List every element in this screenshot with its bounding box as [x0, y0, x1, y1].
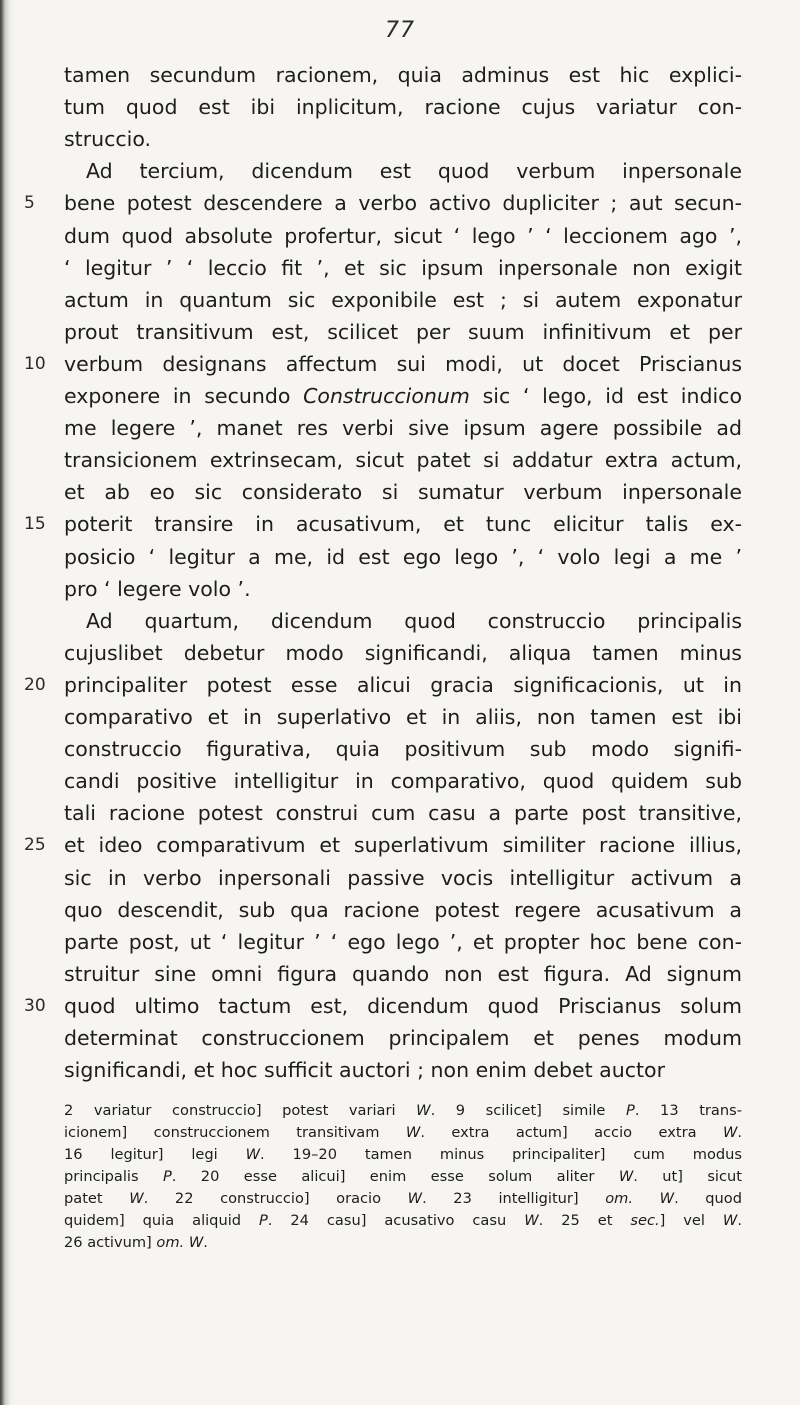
text-line: struccio.	[64, 127, 152, 151]
footnote-line: patet W. 22 construccio] oracio W. 23 intelligitur] om. W. quod	[64, 1190, 743, 1207]
text-line: actum in quantum sic exponibile est ; si autem exponatur	[64, 288, 742, 312]
line-number	[24, 60, 62, 90]
text-line: sic in verbo inpersonali passive vocis intelligitur activum a	[64, 866, 742, 890]
line-number: 10	[24, 354, 46, 374]
line-number	[24, 477, 62, 507]
line-number: 5	[24, 193, 35, 213]
line-number	[24, 766, 62, 796]
line-number	[24, 702, 62, 732]
line-number	[24, 863, 62, 893]
line-number	[24, 1023, 62, 1053]
text-line: Ad tercium, dicendum est quod verbum inpersonale	[86, 159, 742, 183]
text-line: ‘ legitur ’ ‘ leccio fit ’, et sic ipsum inpersonale non exigit	[64, 256, 742, 280]
line-number	[24, 124, 62, 154]
line-number	[24, 381, 62, 411]
footnotes	[64, 1100, 742, 1254]
line-number	[24, 542, 62, 572]
footnote-line: 16 legitur] legi W. 19–20 tamen minus principaliter] cum modus	[64, 1146, 742, 1163]
line-number	[24, 959, 62, 989]
line-number: 20	[24, 675, 46, 695]
text-line: posicio ‘ legitur a me, id est ego lego ’, ‘ volo legi a me ’	[64, 545, 742, 569]
text-line: quo descendit, sub qua racione potest regere acusativum a	[64, 898, 742, 922]
line-number: 30	[24, 996, 46, 1016]
text-line: verbum designans affectum sui modi, ut docet Priscianus	[64, 352, 742, 376]
line-number: 15	[24, 514, 46, 534]
line-number: 25	[24, 835, 46, 855]
text-line: construccio figurativa, quia positivum sub modo signifi-	[64, 737, 742, 761]
line-number	[24, 798, 62, 828]
text-line: candi positive intelligitur in comparativo, quod quidem sub	[64, 769, 742, 793]
text-line: tamen secundum racionem, quia adminus est hic explici-	[64, 63, 742, 87]
line-number	[24, 1055, 62, 1085]
text-line: transicionem extrinsecam, sicut patet si addatur extra actum,	[64, 448, 742, 472]
text-line: cujuslibet debetur modo significandi, aliqua tamen minus	[64, 641, 742, 665]
text-line: me legere ’, manet res verbi sive ipsum agere possibile ad	[64, 416, 742, 440]
line-number	[24, 638, 62, 668]
text-line: pro ‘ legere volo ’.	[64, 577, 251, 601]
text-line: principaliter potest esse alicui gracia significacionis, ut in	[64, 673, 742, 697]
text-line: Ad quartum, dicendum quod construccio principalis	[86, 609, 742, 633]
line-number	[24, 927, 62, 957]
text-line: determinat construccionem principalem et penes modum	[64, 1026, 742, 1050]
footnote-line: 26 activum] om. W.	[64, 1234, 208, 1251]
line-number	[24, 413, 62, 443]
text-line: bene potest descendere a verbo activo dupliciter ; aut secun-	[64, 191, 742, 215]
line-number	[24, 221, 62, 251]
footnote-line: principalis P. 20 esse alicui] enim esse solum aliter W. ut] sicut	[64, 1168, 742, 1185]
line-number	[24, 734, 62, 764]
page-binding-edge	[0, 0, 14, 1405]
text-line: poterit transire in acusativum, et tunc elicitur talis ex-	[64, 512, 742, 536]
footnote-line: icionem] construccionem transitivam W. extra actum] accio extra W.	[64, 1124, 743, 1141]
page-number: 77	[385, 18, 415, 43]
text-line: et ideo comparativum et superlativum similiter racione illius,	[64, 833, 742, 857]
text-line: dum quod absolute profertur, sicut ‘ lego ’ ‘ leccionem ago ’,	[64, 224, 742, 248]
text-line: exponere in secundo Construccionum sic ‘ lego, id est indico	[64, 384, 742, 408]
text-line: tali racione potest construi cum casu a parte post transitive,	[64, 801, 742, 825]
line-number	[24, 574, 62, 604]
line-number	[24, 253, 62, 283]
text-line: comparativo et in superlativo et in aliis, non tamen est ibi	[64, 705, 742, 729]
line-number	[24, 606, 62, 636]
line-number	[24, 285, 62, 315]
text-line: quod ultimo tactum est, dicendum quod Priscianus solum	[64, 994, 742, 1018]
footnote-line: quidem] quia aliquid P. 24 casu] acusativo casu W. 25 et sec.] vel W.	[64, 1212, 742, 1229]
line-number	[24, 317, 62, 347]
line-number	[24, 445, 62, 475]
text-line: struitur sine omni figura quando non est figura. Ad signum	[64, 962, 742, 986]
text-line: tum quod est ibi inplicitum, racione cujus variatur con-	[64, 95, 742, 119]
text-line: et ab eo sic considerato si sumatur verbum inpersonale	[64, 480, 742, 504]
footnote-line: 2 variatur construccio] potest variari W. 9 scilicet] simile P. 13 trans-	[64, 1102, 742, 1119]
text-line: significandi, et hoc sufficit auctori ; non enim debet auctor	[64, 1058, 665, 1082]
line-number	[24, 895, 62, 925]
text-line: prout transitivum est, scilicet per suum infinitivum et per	[64, 320, 742, 344]
text-line: parte post, ut ‘ legitur ’ ‘ ego lego ’, et propter hoc bene con-	[64, 930, 742, 954]
line-number	[24, 156, 62, 186]
line-number	[24, 92, 62, 122]
